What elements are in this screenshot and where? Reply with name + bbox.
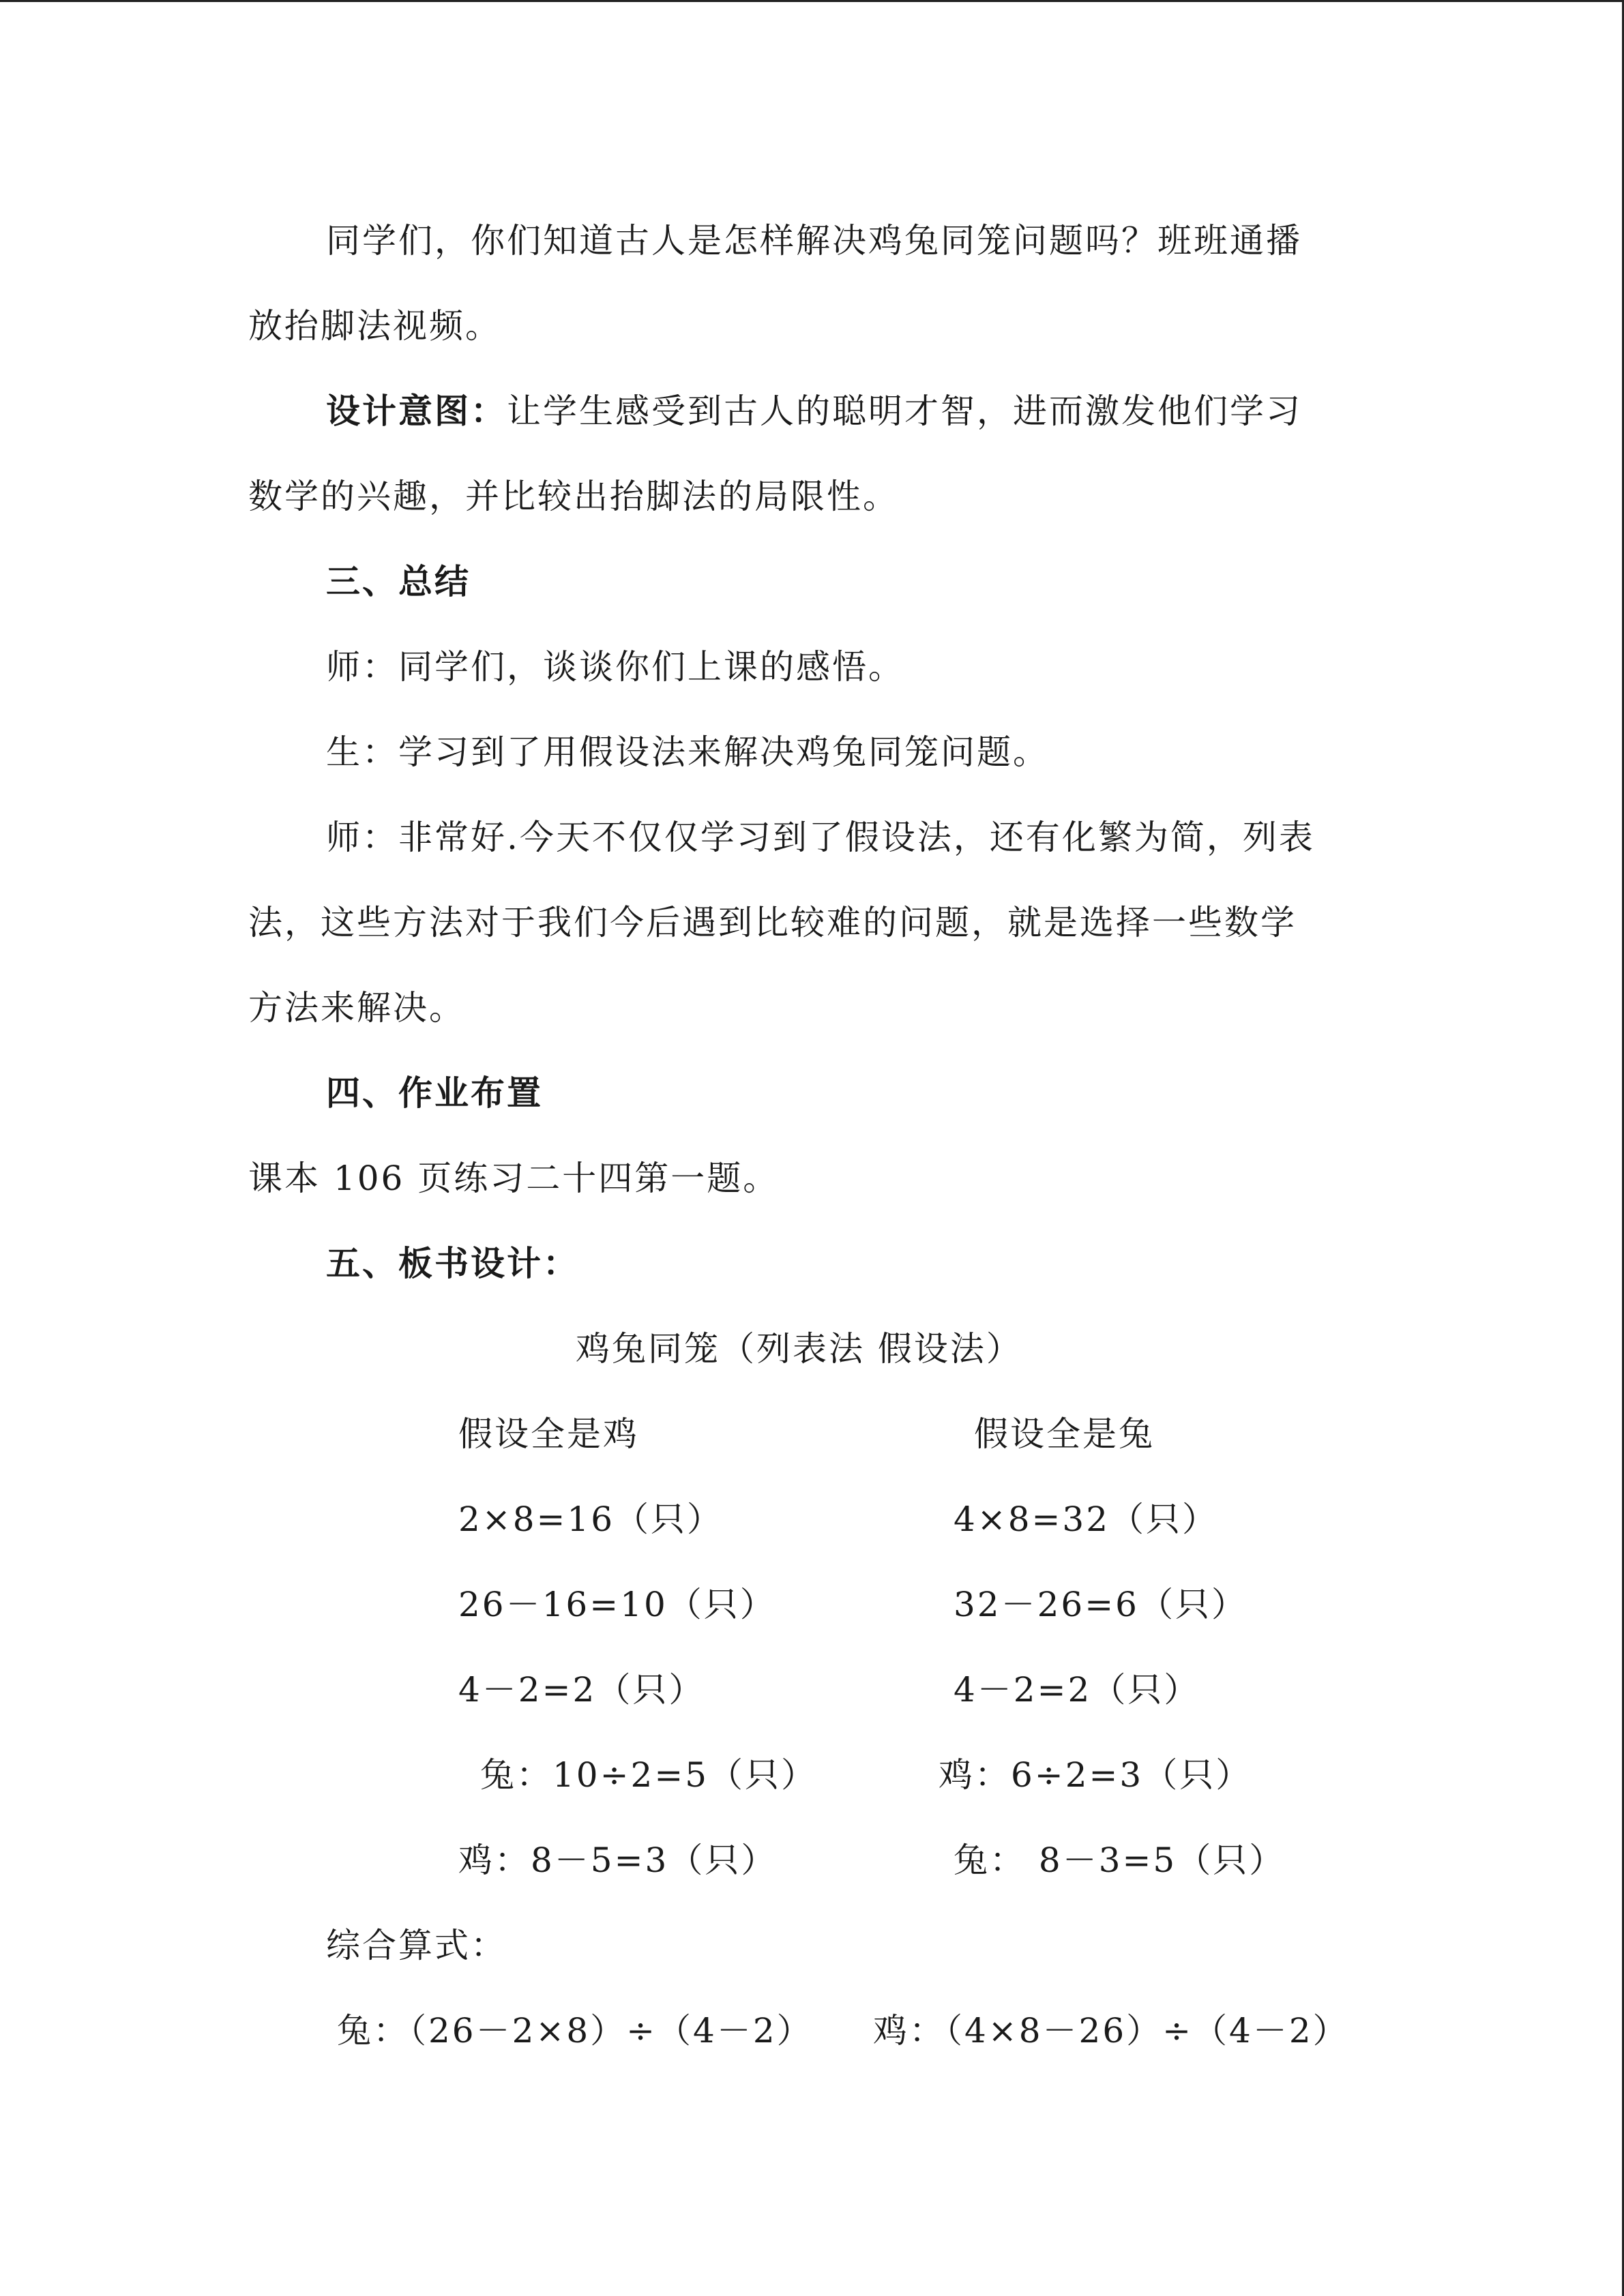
dialogue-teacher: 师：非常好.今天不仅仅学习到了假设法，还有化繁为简，列表 xyxy=(326,818,1315,857)
section-heading-homework: 四、作业布置 xyxy=(326,1073,543,1113)
paragraph-line: 数学的兴趣，并比较出抬脚法的局限性。 xyxy=(248,477,899,516)
left-step: 2×8=16（只） xyxy=(458,1500,724,1539)
left-column-title: 假设全是鸡 xyxy=(458,1414,639,1454)
right-column-title: 假设全是兔 xyxy=(974,1414,1155,1454)
homework-text: 课本 106 页练习二十四第一题。 xyxy=(248,1159,780,1198)
right-step: 鸡：6÷2=3（只） xyxy=(939,1755,1252,1795)
left-step: 26－16=10（只） xyxy=(458,1585,776,1624)
right-step: 4－2=2（只） xyxy=(954,1670,1200,1710)
paragraph-line: 同学们，你们知道古人是怎样解决鸡兔同笼问题吗？班班通播 xyxy=(326,221,1302,260)
left-step: 鸡：8－5=3（只） xyxy=(458,1840,778,1880)
design-intent-label: 设计意图： xyxy=(326,391,507,431)
right-step: 4×8=32（只） xyxy=(954,1500,1219,1539)
combined-label: 综合算式： xyxy=(326,1926,507,1965)
combined-rabbit: 兔：（26－2×8）÷（4－2） xyxy=(337,2011,813,2051)
dialogue-teacher: 师：同学们，谈谈你们上课的感悟。 xyxy=(326,647,904,687)
left-step: 4－2=2（只） xyxy=(458,1670,705,1710)
right-step: 32－26=6（只） xyxy=(954,1585,1247,1624)
paragraph-line: 法，这些方法对于我们今后遇到比较难的问题，就是选择一些数学 xyxy=(248,903,1297,942)
section-heading-board: 五、板书设计： xyxy=(326,1243,579,1283)
dialogue-student: 生：学习到了用假设法来解决鸡兔同笼问题。 xyxy=(326,732,1049,772)
design-intent-line xyxy=(326,389,1302,433)
left-step: 兔：10÷2=5（只） xyxy=(480,1755,818,1795)
right-step: 兔： 8－3=5（只） xyxy=(954,1840,1286,1880)
board-title: 鸡兔同笼（列表法 假设法） xyxy=(576,1329,1022,1369)
combined-chicken: 鸡：（4×8－26）÷（4－2） xyxy=(873,2011,1349,2051)
section-heading-summary: 三、总结 xyxy=(326,561,471,601)
paragraph-line: 方法来解决。 xyxy=(248,988,465,1028)
design-intent-text: 让学生感受到古人的聪明才智，进而激发他们学习 xyxy=(507,391,1302,431)
paragraph-line: 放抬脚法视频。 xyxy=(248,306,501,346)
